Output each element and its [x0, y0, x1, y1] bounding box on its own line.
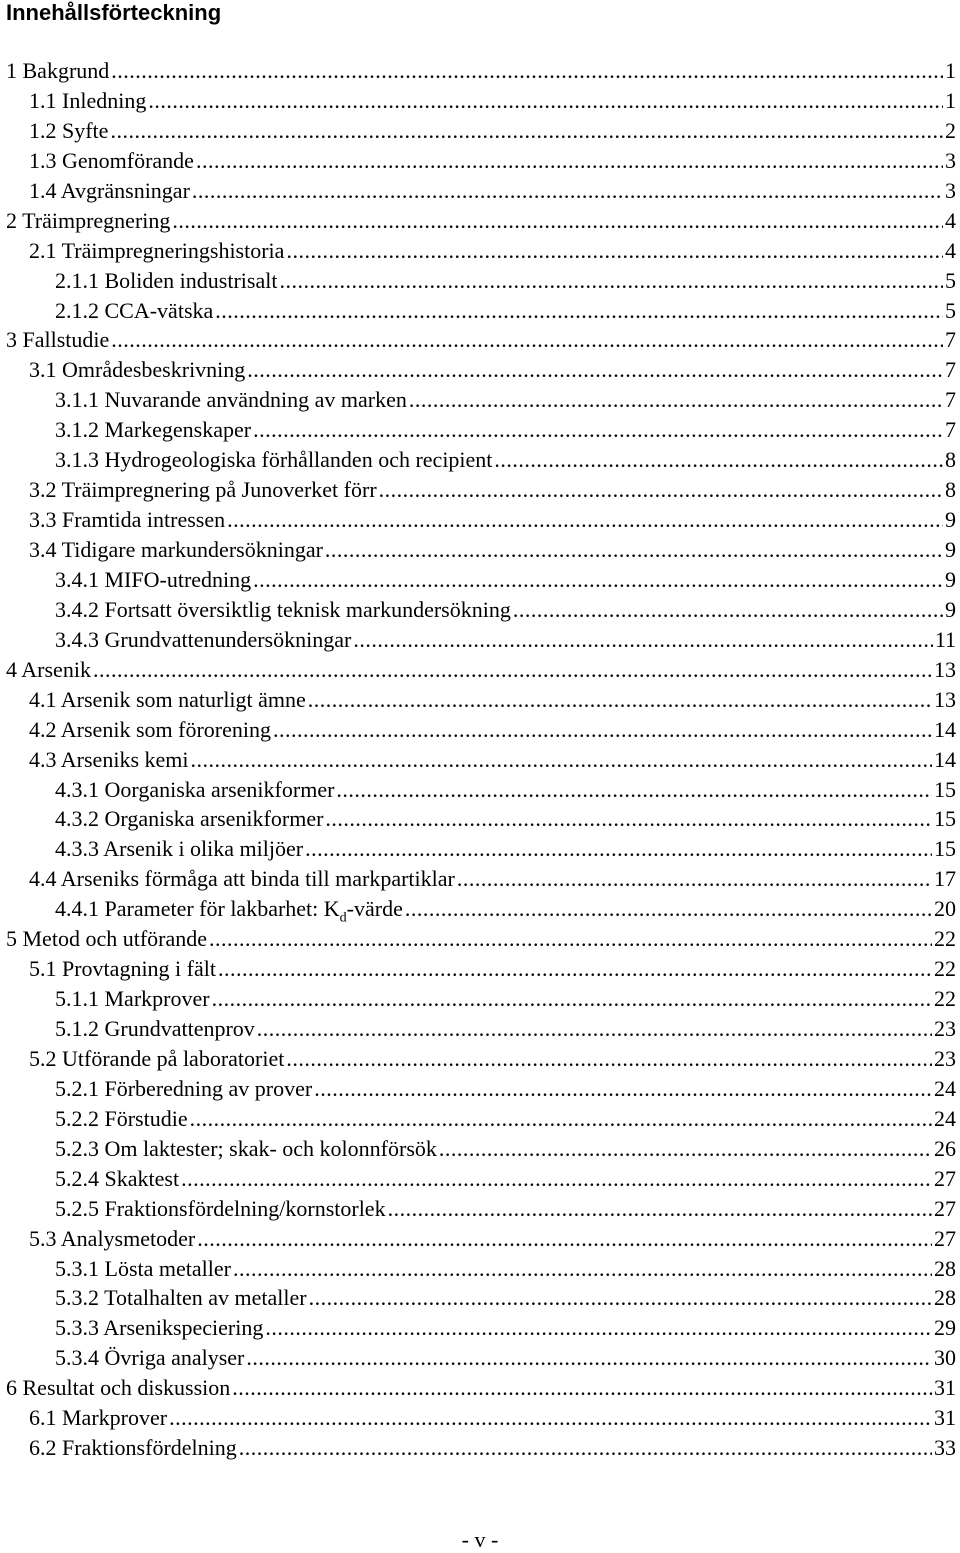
toc-entry-page-number: 13: [934, 656, 956, 682]
toc-entry[interactable]: [0, 266, 960, 296]
toc-dot-leader: [196, 146, 943, 176]
toc-dot-leader: [388, 1194, 932, 1224]
toc-entry[interactable]: [0, 475, 960, 505]
toc-entry-page-number: 26: [934, 1135, 956, 1161]
toc-entry-line: [6, 56, 956, 86]
toc-entry-line: [29, 535, 956, 565]
toc-entry-line: [55, 804, 956, 834]
toc-entry-label: [55, 1164, 179, 1194]
toc-entry-page-number: 24: [934, 1075, 956, 1101]
toc-entry-page-number: 11: [934, 626, 956, 652]
toc-entry-label-text: 5.1.2 Grundvattenprov: [55, 1016, 255, 1041]
toc-entry-label-text: 3.3 Framtida intressen: [29, 507, 226, 533]
toc-entry-line: [29, 685, 956, 715]
toc-entry-page-number: 27: [934, 1165, 956, 1191]
toc-entry-label: [55, 296, 213, 326]
toc-entry-label-suffix: -värde: [346, 896, 403, 922]
toc-dot-leader: [246, 1343, 932, 1373]
toc-entry-page-number: 27: [934, 1195, 956, 1221]
toc-entry-label-text: 3.4.1 MIFO-utredning: [55, 566, 252, 592]
toc-entry-page-number: 7: [945, 327, 956, 353]
toc-entry-label-text: 5.3.2 Totalhalten av metaller: [55, 1285, 307, 1311]
toc-entry-line: [29, 355, 956, 385]
toc-entry-page-number: 28: [934, 1285, 956, 1311]
toc-entry-label-text: 3 Fallstudie: [6, 327, 110, 353]
toc-entry-label-text: 4 Arsenik: [6, 656, 91, 682]
toc-entry-label-text: 5.2.4 Skaktest: [55, 1165, 180, 1191]
toc-entry-label: [55, 1134, 437, 1164]
toc-entry-line: [6, 1373, 956, 1403]
toc-entry-label-text: 4.1 Arsenik som naturligt ämne: [29, 686, 306, 712]
toc-entry-line: [55, 595, 956, 625]
toc-entry-line: [29, 1224, 956, 1254]
toc-entry-label-text: 3.2 Träimpregnering på Junoverket förr: [29, 477, 377, 503]
toc-entry-label: [29, 176, 190, 206]
toc-dot-leader: [233, 1254, 932, 1284]
toc-entry[interactable]: [0, 1014, 960, 1044]
toc-entry-label: [29, 1403, 167, 1433]
toc-entry-line: [55, 565, 956, 595]
toc-entry-line: [29, 1044, 956, 1074]
toc-entry[interactable]: [0, 355, 960, 385]
toc-entry-label: [55, 1074, 312, 1104]
toc-entry-label-text: 2.1.1 Boliden industrisalt: [55, 267, 278, 293]
toc-entry-label-text: 4.3.2 Organiska arsenikformer: [55, 806, 324, 832]
toc-entry-page-number: 7: [945, 357, 956, 383]
toc-entry-label-text: 4.4 Arseniks förmåga att binda till markpartiklar: [29, 866, 455, 892]
toc-entry-page-number: 8: [945, 447, 956, 473]
toc-entry-page-number: 20: [934, 896, 956, 922]
toc-dot-leader: [494, 445, 943, 475]
toc-entry-label-text: 1 Bakgrund: [6, 58, 110, 83]
toc-entry-page-number: 24: [934, 1105, 956, 1131]
toc-dot-leader: [215, 296, 943, 326]
toc-entry-label-text: 4.3.1 Oorganiska arsenikformer: [55, 776, 335, 802]
toc-entry-label: [29, 505, 225, 535]
toc-entry-line: [55, 1014, 956, 1044]
toc-entry[interactable]: [0, 1104, 960, 1134]
toc-entry-label: [29, 745, 189, 775]
toc-entry-page-number: 9: [945, 566, 956, 592]
toc-entry-label: [55, 1313, 263, 1343]
toc-entry-label: [55, 894, 403, 924]
toc-dot-leader: [218, 954, 932, 984]
toc-entry-page-number: 31: [934, 1405, 956, 1431]
toc-entry[interactable]: [0, 1373, 960, 1403]
toc-dot-leader: [239, 1433, 932, 1463]
toc-entry[interactable]: [0, 1194, 960, 1224]
toc-entry-line: [6, 655, 956, 685]
toc-entry-page-number: 9: [945, 507, 956, 533]
toc-dot-leader: [305, 834, 932, 864]
toc-entry[interactable]: [0, 834, 960, 864]
toc-entry-label: [6, 655, 91, 685]
toc-entry-label-text: 3.4.2 Fortsatt översiktlig teknisk markundersökning: [55, 596, 511, 622]
toc-entry-page-number: 2: [945, 117, 956, 143]
toc-entry-line: [29, 116, 956, 146]
toc-entry-page-number: 27: [934, 1225, 956, 1251]
toc-entry-page-number: 15: [934, 776, 956, 802]
toc-entry-page-number: 3: [945, 147, 956, 173]
toc-entry-label: [29, 236, 284, 266]
toc-entry[interactable]: [0, 505, 960, 535]
toc-entry-line: [29, 505, 956, 535]
toc-entry-subscript: d: [339, 910, 347, 926]
toc-entry-page-number: 4: [945, 207, 956, 233]
toc-entry-label-text: 6 Resultat och diskussion: [6, 1375, 231, 1401]
toc-entry[interactable]: [0, 535, 960, 565]
toc-entry[interactable]: [0, 864, 960, 894]
toc-entry-label-text: 1.4 Avgränsningar: [29, 177, 190, 203]
toc-entry-line: [55, 625, 956, 655]
toc-entry-label-text: 5.2.5 Fraktionsfördelning/kornstorlek: [55, 1195, 386, 1221]
toc-entry-line: [55, 1194, 956, 1224]
toc-entry[interactable]: [0, 625, 960, 655]
toc-entry-line: [55, 415, 956, 445]
toc-entry-label-text: 3.1.3 Hydrogeologiska förhållanden och recipient: [55, 447, 493, 473]
toc-entry-line: [55, 1104, 956, 1134]
toc-entry-label-text: 3.1.2 Markegenskaper: [55, 417, 252, 443]
toc-entry-label: [55, 1283, 307, 1313]
toc-entry-page-number: 23: [934, 1045, 956, 1071]
toc-dot-leader: [110, 116, 943, 146]
toc-dot-leader: [212, 984, 932, 1014]
toc-entry-line: [55, 296, 956, 326]
toc-entry-label-text: 5.2.1 Förberedning av prover: [55, 1075, 313, 1101]
toc-entry[interactable]: [0, 565, 960, 595]
toc-entry[interactable]: [0, 775, 960, 805]
toc-entry[interactable]: [0, 236, 960, 266]
toc-entry-line: [6, 206, 956, 236]
toc-entry-line: [29, 146, 956, 176]
toc-dot-leader: [308, 685, 932, 715]
toc-dot-leader: [257, 1014, 932, 1044]
toc-entry-label: [55, 266, 277, 296]
toc-dot-leader: [253, 415, 943, 445]
toc-entry[interactable]: [0, 385, 960, 415]
toc-dot-leader: [227, 505, 943, 535]
toc-entry-line: [55, 266, 956, 296]
toc-entry[interactable]: [0, 1343, 960, 1373]
toc-entry-label: [55, 1104, 188, 1134]
toc-entry-label: [29, 1044, 284, 1074]
toc-entry-line: [55, 894, 956, 924]
toc-dot-leader: [209, 924, 932, 954]
toc-entry-page-number: 5: [945, 297, 956, 323]
toc-dot-leader: [172, 206, 943, 236]
toc-entry-label: [29, 715, 271, 745]
toc-entry-label: [55, 445, 492, 475]
toc-entry-page-number: 4: [945, 237, 956, 263]
toc-entry-page-number: 1: [945, 58, 956, 83]
toc-entry-line: [29, 1433, 956, 1463]
toc-dot-leader: [190, 1104, 932, 1134]
toc-entry-label-text: 1.3 Genomförande: [29, 147, 194, 173]
toc-entry[interactable]: [0, 296, 960, 326]
toc-entry-page-number: 15: [934, 806, 956, 832]
toc-title: Innehållsförteckning: [6, 0, 222, 25]
toc-entry[interactable]: [0, 1403, 960, 1433]
toc-dot-leader: [192, 176, 943, 206]
toc-entry-label-text: 2.1.2 CCA-vätska: [55, 297, 214, 323]
toc-entry[interactable]: [0, 445, 960, 475]
toc-entry-line: [55, 1283, 956, 1313]
toc-entry[interactable]: [0, 1134, 960, 1164]
toc-dot-leader: [336, 775, 932, 805]
toc-entry[interactable]: [0, 176, 960, 206]
toc-entry-page-number: 17: [934, 866, 956, 892]
toc-entry-label: [55, 415, 251, 445]
toc-entry-page-number: 9: [945, 537, 956, 562]
toc-dot-leader: [513, 595, 943, 625]
toc-entry-label: [55, 565, 251, 595]
toc-entry[interactable]: [0, 1254, 960, 1284]
toc-entry-page-number: 23: [934, 1016, 956, 1041]
toc-entry-line: [55, 445, 956, 475]
toc-entry-label: [29, 146, 194, 176]
toc-entry-label: [29, 954, 216, 984]
toc-entry-page-number: 3: [945, 177, 956, 203]
toc-entry-label: [55, 1343, 244, 1373]
toc-entry[interactable]: [0, 1074, 960, 1104]
toc-entry-line: [6, 924, 956, 954]
toc-entry-line: [55, 984, 956, 1014]
toc-entry-label: [29, 355, 245, 385]
toc-dot-leader: [181, 1164, 932, 1194]
toc-dot-leader: [247, 355, 943, 385]
toc-entry[interactable]: [0, 984, 960, 1014]
toc-entry[interactable]: [0, 595, 960, 625]
toc-entry-label-text: 4.2 Arsenik som förorening: [29, 716, 271, 742]
toc-entry-label: [55, 775, 334, 805]
toc-entry-label: [29, 535, 323, 565]
toc-entry-label-text: 4.4.1 Parameter för lakbarhet: K: [55, 896, 340, 922]
toc-entry-page-number: 30: [934, 1345, 956, 1371]
toc-entry-label-text: 5.3.1 Lösta metaller: [55, 1255, 231, 1281]
toc-entry-label: [29, 86, 146, 116]
toc-entry-label: [29, 475, 377, 505]
toc-entry[interactable]: [0, 1224, 960, 1254]
toc-dot-leader: [232, 1373, 932, 1403]
toc-entry-line: [55, 1343, 956, 1373]
toc-entry-label-text: 6.2 Fraktionsfördelning: [29, 1435, 237, 1461]
toc-dot-leader: [439, 1134, 932, 1164]
toc-entry-label: [55, 625, 351, 655]
toc-dot-leader: [457, 864, 932, 894]
toc-entry-page-number: 7: [945, 387, 956, 413]
toc-entry-label: [55, 984, 210, 1014]
toc-entry[interactable]: [0, 56, 960, 86]
toc-entry-label: [29, 864, 455, 894]
toc-entry-label-text: 2.1 Träimpregneringshistoria: [29, 237, 285, 263]
toc-entry-page-number: 15: [934, 836, 956, 862]
toc-entry-line: [55, 1074, 956, 1104]
toc-entry-label: [29, 685, 306, 715]
toc-entry-label-text: 3.4 Tidigare markundersökningar: [29, 537, 323, 562]
toc-dot-leader: [169, 1403, 932, 1433]
toc-entry-line: [29, 1403, 956, 1433]
toc-entry-line: [55, 1254, 956, 1284]
toc-dot-leader: [353, 625, 932, 655]
toc-entry-line: [29, 954, 956, 984]
toc-dot-leader: [191, 745, 933, 775]
toc-entry-page-number: 22: [934, 956, 956, 982]
toc-entry-label: [55, 1194, 386, 1224]
toc-entry-page-number: 8: [945, 477, 956, 503]
toc-entry[interactable]: [0, 804, 960, 834]
toc-entry-label: [29, 116, 108, 146]
toc-entry-page-number: 7: [945, 417, 956, 443]
toc-dot-leader: [409, 385, 943, 415]
toc-entry-page-number: 33: [934, 1435, 956, 1461]
toc-entry-label-text: 4.3.3 Arsenik i olika miljöer: [55, 836, 304, 862]
toc-entry-page-number: 22: [934, 986, 956, 1012]
toc-dot-leader: [111, 56, 943, 86]
toc-entry-page-number: 14: [934, 716, 956, 742]
toc-entry[interactable]: [0, 1164, 960, 1194]
toc-dot-leader: [286, 236, 943, 266]
toc-entry[interactable]: [0, 655, 960, 685]
toc-entry-line: [29, 864, 956, 894]
toc-entry[interactable]: [0, 1433, 960, 1463]
toc-dot-leader: [273, 715, 932, 745]
toc-entry-line: [55, 1164, 956, 1194]
toc-entry[interactable]: [0, 894, 960, 924]
toc-dot-leader: [325, 535, 943, 565]
toc-entry[interactable]: [0, 415, 960, 445]
toc-entry-label-text: 5.3 Analysmetoder: [29, 1225, 196, 1251]
toc-entry-label: [55, 385, 407, 415]
toc-dot-leader: [314, 1074, 932, 1104]
toc-entry-line: [29, 715, 956, 745]
toc-entry-line: [55, 385, 956, 415]
toc-entry[interactable]: [0, 954, 960, 984]
toc-entry-label: [29, 1224, 195, 1254]
toc-dot-leader: [379, 475, 943, 505]
toc-entry[interactable]: [0, 86, 960, 116]
toc-entry-label: [6, 1373, 230, 1403]
toc-entry-page-number: 22: [934, 926, 956, 952]
toc-entry-line: [29, 475, 956, 505]
toc-entry-label-text: 4.3 Arseniks kemi: [29, 746, 189, 772]
toc-entry-label-text: 5.2.2 Förstudie: [55, 1105, 188, 1131]
toc-dot-leader: [93, 655, 932, 685]
toc-entry-label-text: 5.2 Utförande på laboratoriet: [29, 1045, 285, 1071]
toc-entry-line: [55, 1313, 956, 1343]
toc-entry-label-text: 3.1.1 Nuvarande användning av marken: [55, 387, 407, 413]
toc-entry-label: [55, 1014, 255, 1044]
toc-dot-leader: [148, 86, 943, 116]
toc-entry-line: [6, 325, 956, 355]
toc-dot-leader: [405, 894, 932, 924]
toc-entry-page-number: 28: [934, 1255, 956, 1281]
toc-entry-label: [6, 924, 207, 954]
toc-entry[interactable]: [0, 924, 960, 954]
page-number-footer: - v -: [461, 1527, 499, 1552]
toc-entry-page-number: 1: [945, 87, 956, 113]
toc-dot-leader: [325, 804, 932, 834]
toc-entry-line: [55, 775, 956, 805]
toc-entry-label: [55, 1254, 231, 1284]
toc-dot-leader: [111, 325, 943, 355]
toc-entry-label: [6, 56, 109, 86]
toc-entry-label: [6, 206, 170, 236]
toc-entry-label-text: 5.3.3 Arsenikspeciering: [55, 1315, 264, 1341]
toc-entry[interactable]: [0, 146, 960, 176]
toc-entry-line: [55, 1134, 956, 1164]
toc-entry-label: [6, 325, 109, 355]
toc-entry-page-number: 14: [934, 746, 956, 772]
toc-entry-label-text: 3.4.3 Grundvattenundersökningar: [55, 626, 352, 652]
toc-entry-label-text: 5.1.1 Markprover: [55, 986, 210, 1012]
toc-dot-leader: [286, 1044, 932, 1074]
toc-entry-label-text: 5 Metod och utförande: [6, 926, 207, 952]
toc-entry[interactable]: [0, 745, 960, 775]
toc-entry-label-text: 5.3.4 Övriga analyser: [55, 1345, 245, 1371]
toc-entry-label-text: 1.2 Syfte: [29, 117, 109, 143]
table-of-contents: [0, 56, 960, 1463]
toc-entry-label: [29, 1433, 237, 1463]
toc-entry[interactable]: [0, 1313, 960, 1343]
toc-entry-label-text: 3.1 Områdesbeskrivning: [29, 357, 246, 383]
toc-entry-label-text: 5.1 Provtagning i fält: [29, 956, 216, 982]
toc-entry-line: [29, 176, 956, 206]
toc-entry-label-text: 5.2.3 Om laktester; skak- och kolonnförsök: [55, 1135, 437, 1161]
toc-dot-leader: [197, 1224, 932, 1254]
toc-dot-leader: [265, 1313, 932, 1343]
toc-entry-line: [29, 745, 956, 775]
toc-entry-label-text: 1.1 Inledning: [29, 87, 147, 113]
toc-dot-leader: [279, 266, 943, 296]
toc-entry-label: [55, 595, 511, 625]
toc-entry-line: [55, 834, 956, 864]
toc-entry[interactable]: [0, 1044, 960, 1074]
toc-entry-page-number: 9: [945, 596, 956, 622]
toc-entry-page-number: 29: [934, 1315, 956, 1341]
toc-entry-page-number: 31: [934, 1375, 956, 1401]
toc-entry-label: [55, 804, 323, 834]
toc-entry-label: [55, 834, 303, 864]
toc-entry[interactable]: [0, 685, 960, 715]
toc-entry[interactable]: [0, 715, 960, 745]
toc-entry-page-number: 13: [934, 686, 956, 712]
toc-entry-line: [29, 86, 956, 116]
toc-entry-line: [29, 236, 956, 266]
toc-entry[interactable]: [0, 116, 960, 146]
toc-entry-page-number: 5: [945, 267, 956, 293]
toc-entry[interactable]: [0, 325, 960, 355]
toc-entry-label-text: 6.1 Markprover: [29, 1405, 168, 1431]
toc-entry[interactable]: [0, 206, 960, 236]
toc-entry[interactable]: [0, 1283, 960, 1313]
toc-entry-label-text: 2 Träimpregnering: [6, 207, 171, 233]
toc-dot-leader: [309, 1283, 932, 1313]
toc-dot-leader: [253, 565, 943, 595]
